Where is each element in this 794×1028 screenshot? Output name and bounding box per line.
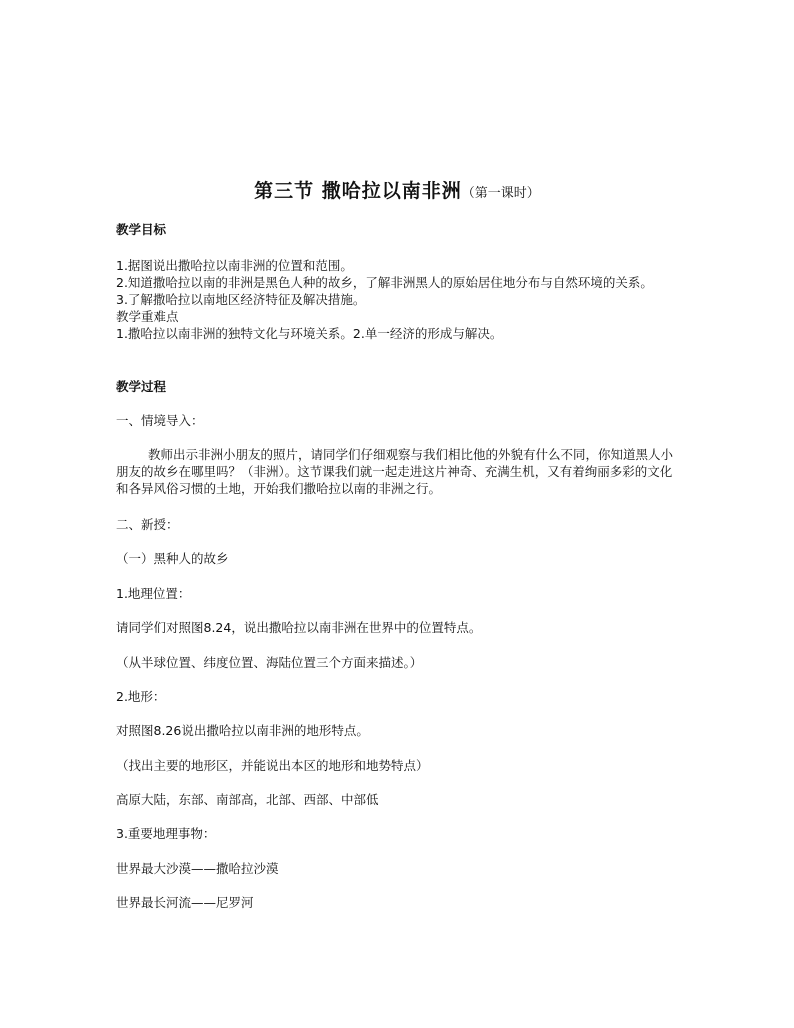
terrain-text: 对照图8.26说出撒哈拉以南非洲的地形特点。 [116,723,369,738]
objective-item: 1.据图说出撒哈拉以南非洲的位置和范围。 [116,258,353,273]
feature-item: 世界最长河流——尼罗河 [116,895,254,910]
intro-paragraph: 教师出示非洲小朋友的照片，请同学们仔细观察与我们相比他的外貌有什么不同，你知道黑人小朋友的故乡在哪里吗？（非洲）。这节课我们就一起走进这片神奇、充满生机，又有着绚丽多彩的文化和各异风俗习惯的土地，开始我们撒哈拉以南的非洲之行。 [116,447,674,496]
terrain-hint: （找出主要的地形区，并能说出本区的地形和地势特点） [116,758,429,773]
key-points-text: 1.撒哈拉以南非洲的独特文化与环境关系。2.单一经济的形成与解决。 [116,326,503,341]
title-main: 第三节 撒哈拉以南非洲 [254,180,462,202]
terrain-answer: 高原大陆，东部、南部高，北部、西部、中部低 [116,792,379,807]
geo-position-heading: 1.地理位置： [116,586,191,601]
key-points-heading: 教学重难点 [116,309,179,324]
process-heading: 教学过程 [116,379,167,394]
new-lesson-heading: 二、新授： [116,517,179,532]
objectives-block [116,257,682,342]
objective-item: 3.了解撒哈拉以南地区经济特征及解决措施。 [116,292,366,307]
document-title [0,176,794,203]
title-subtitle: （第一课时） [461,186,540,201]
section-heading: （一）黑种人的故乡 [116,551,229,566]
objective-item: 2.知道撒哈拉以南的非洲是黑色人种的故乡，了解非洲黑人的原始居住地分布与自然环境的关系。 [116,275,653,290]
terrain-heading: 2.地形： [116,689,166,704]
feature-item: 世界最大沙漠——撒哈拉沙漠 [116,861,279,876]
intro-heading: 一、情境导入： [116,413,204,428]
geo-position-hint: （从半球位置、纬度位置、海陆位置三个方面来描述。） [116,655,423,670]
geo-position-text: 请同学们对照图8.24，说出撒哈拉以南非洲在世界中的位置特点。 [116,620,482,635]
features-heading: 3.重要地理事物： [116,826,216,841]
objectives-heading: 教学目标 [116,222,167,237]
